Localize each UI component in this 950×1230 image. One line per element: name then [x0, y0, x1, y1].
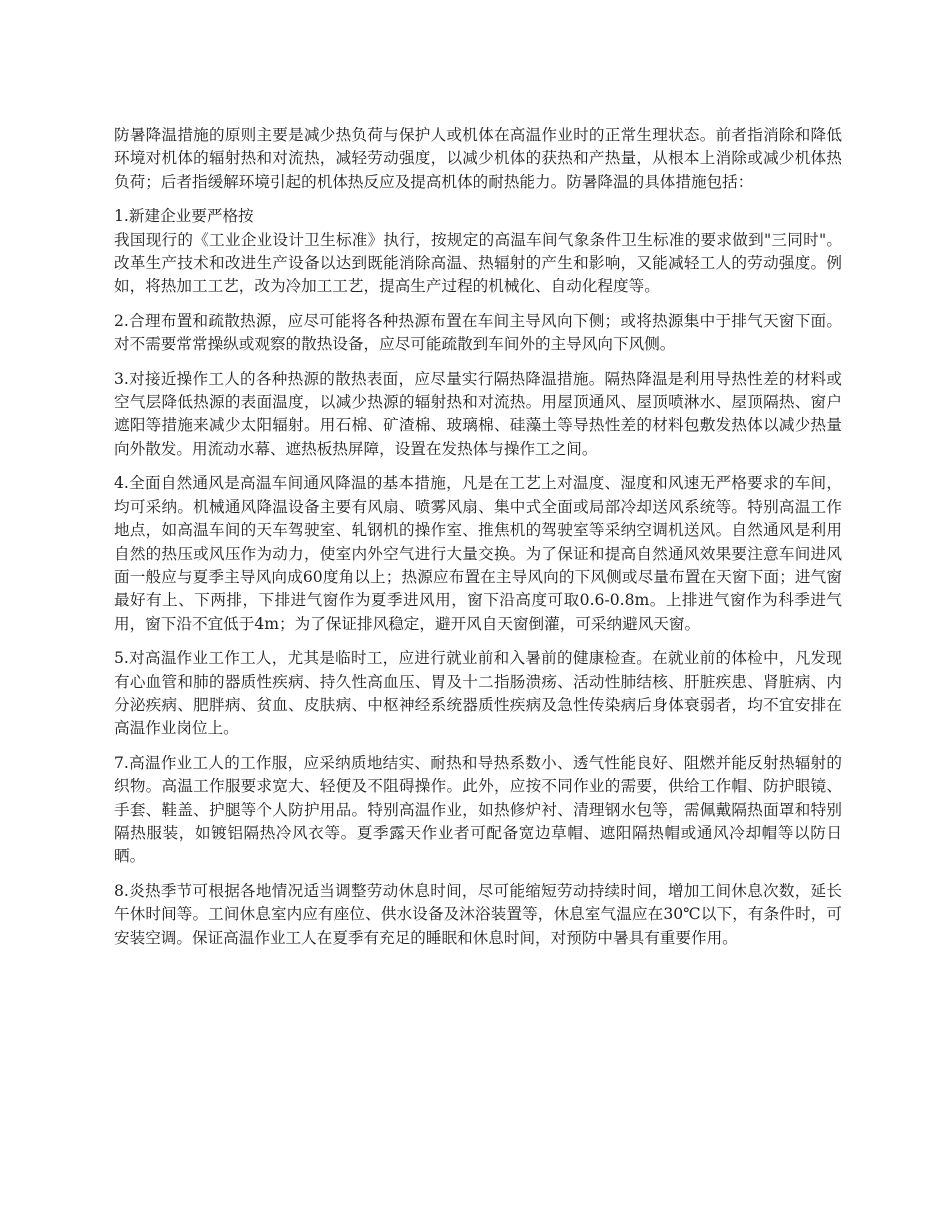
- intro-paragraph: 防暑降温措施的原则主要是减少热负荷与保护人或机体在高温作业时的正常生理状态。前者指消除和降低环境对机体的辐射热和对流热，减轻劳动强度，以减少机体的获热和产热量，从根本上消除或减少机体热负荷；后者指缓解环境引起的机体热反应及提高机体的耐热能力。防暑降温的具体措施包括：: [114, 126, 842, 191]
- item-4-paragraph: 4.全面自然通风是高温车间通风降温的基本措施，凡是在工艺上对温度、湿度和风速无严格要求的车间，均可采纳。机械通风降温设备主要有风扇、喷雾风扇、集中式全面或局部冷却送风系统等。特别高温工作地点，如高温车间的天车驾驶室、轧钢机的操作室、推焦机的驾驶室等采纳空调机送风。自然通风是利用自然的热压或风压作为动力，使室内外空气进行大量交换。为了保证和提高自然通风效果要注意车间进风面一般应与夏季主导风向成60度角以上；热源应布置在主导风向的下风侧或尽量布置在天窗下面；进气窗最好有上、下两排，下排进气窗作为夏季进风用，窗下沿高度可取0.6-0.8m。上排进气窗作为科季进气用，窗下沿不宜低于4m；为了保证排风稳定，避开风自天窗倒灌，可采纳避风天窗。: [114, 474, 842, 633]
- item-1-paragraph: [114, 205, 842, 299]
- item-3-paragraph: 3.对接近操作工人的各种热源的散热表面，应尽量实行隔热降温措施。隔热降温是利用导热性差的材料或空气层降低热源的表面温度，以减少热源的辐射热和对流热。用屋顶通风、屋顶喷淋水、屋顶隔热、窗户遮阳等措施来减少太阳辐射。用石棉、矿渣棉、玻璃棉、硅藻土等导热性差的材料包敷发热体以减少热量向外散发。用流动水幕、遮热板热屏障，设置在发热体与操作工之间。: [114, 369, 842, 458]
- item-2-paragraph: 2.合理布置和疏散热源，应尽可能将各种热源布置在车间主导风向下侧；或将热源集中于排气天窗下面。对不需要常常操纵或观察的散热设备，应尽可能疏散到车间外的主导风向下风侧。: [114, 311, 842, 354]
- item-8-paragraph: 8.炎热季节可根据各地情况适当调整劳动休息时间，尽可能缩短劳动持续时间，增加工间休息次数，延长午休时间等。工间休息室内应有座位、供水设备及沐浴装置等，休息室气温应在30℃以下，有条件时，可安装空调。保证高温作业工人在夏季有充足的睡眠和休息时间，对预防中暑具有重要作用。: [114, 881, 842, 947]
- document-body: [114, 124, 842, 961]
- item-7-paragraph: 7.高温作业工人的工作服，应采纳质地结实、耐热和导热系数小、透气性能良好、阻燃并能反射热辐射的织物。高温工作服要求宽大、轻便及不阻碍操作。此外，应按不同作业的需要，供给工作帽、防护眼镜、手套、鞋盖、护腿等个人防护用品。特别高温作业，如热修炉衬、清理钢水包等，需佩戴隔热面罩和特别隔热服装，如镀铝隔热冷风衣等。夏季露天作业者可配备宽边草帽、遮阳隔热帽或通风冷却帽等以防日晒。: [114, 753, 842, 866]
- item-1-body: 我国现行的《工业企业设计卫生标准》执行，按规定的高温车间气象条件卫生标准的要求做到"三同时"。改革生产技术和改进生产设备以达到既能消除高温、热辐射的产生和影响，又能减轻工人的劳动强度。例如，将热加工工艺，改为冷加工工艺，提高生产过程的机械化、自动化程度等。: [114, 230, 842, 296]
- item-1-heading: 1.新建企业要严格按: [114, 207, 254, 226]
- item-5-paragraph: 5.对高温作业工作工人，尤其是临时工，应进行就业前和入暑前的健康检查。在就业前的体检中，凡发现有心血管和肺的器质性疾病、持久性高血压、胃及十二指肠溃疡、活动性肺结核、肝脏疾患、肾脏病、内分泌疾病、肥胖病、贫血、皮肤病、中枢神经系统器质性疾病及急性传染病后身体衰弱者，均不宜安排在高温作业岗位上。: [114, 649, 842, 738]
